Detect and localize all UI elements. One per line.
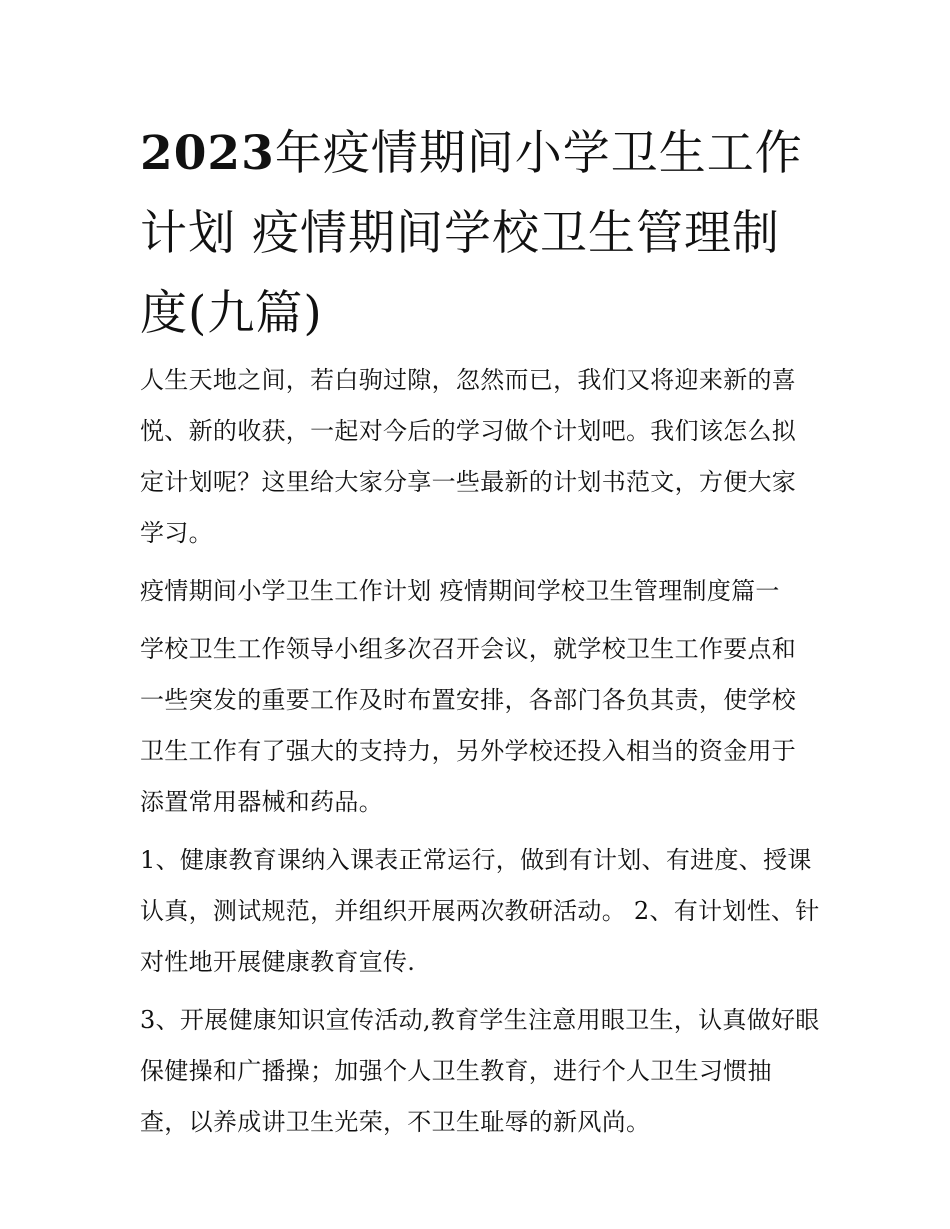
body-paragraph-2: 1、健康教育课纳入课表正常运行，做到有计划、有进度、授课认真，测试规范，并组织开展两次教研活动。 2、有计划性、针对性地开展健康教育宣传. xyxy=(140,846,820,976)
document-title xyxy=(140,114,820,354)
intro-paragraph: 人生天地之间，若白驹过隙，忽然而已，我们又将迎来新的喜悦、新的收获，一起对今后的学习做个计划吧。我们该怎么拟定计划呢？这里给大家分享一些最新的计划书范文，方便大家学习。 xyxy=(140,366,797,547)
title-year: 2023 xyxy=(140,126,275,181)
title-text: 年疫情期间小学卫生工作计划 疫情期间学校卫生管理制度(九篇) xyxy=(140,126,803,341)
section-heading: 疫情期间小学卫生工作计划 疫情期间学校卫生管理制度篇一 xyxy=(140,577,780,605)
body-paragraph-1: 学校卫生工作领导小组多次召开会议，就学校卫生工作要点和一些突发的重要工作及时布置安排，各部门各负其责，使学校卫生工作有了强大的支持力，另外学校还投入相当的资金用于添置常用器械和药品。 xyxy=(140,635,797,816)
body-paragraph-3: 3、开展健康知识宣传活动,教育学生注意用眼卫生，认真做好眼保健操和广播操；加强个人卫生教育，进行个人卫生习惯抽查，以养成讲卫生光荣，不卫生耻辱的新风尚。 xyxy=(140,1006,820,1136)
document-body xyxy=(140,355,820,1155)
